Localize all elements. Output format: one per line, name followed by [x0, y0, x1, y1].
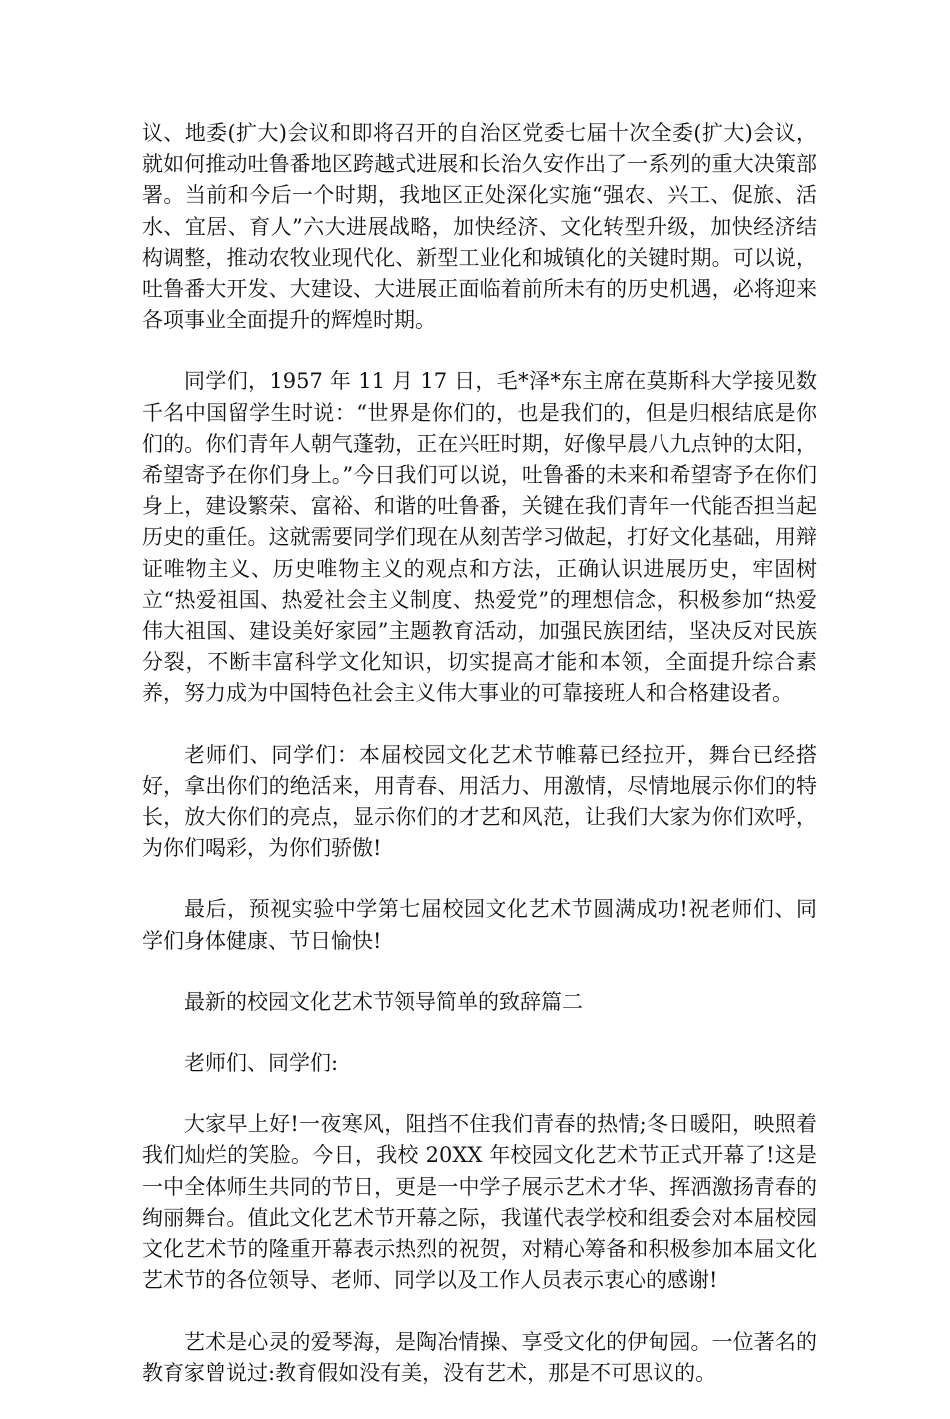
salutation: 老师们、同学们: — [184, 1051, 339, 1076]
paragraph-mao-quote: 同学们，1957 年 11 月 17 日，毛*泽*东主席在莫斯科大学接见数千名中国留学生时说：“世界是你们的，也是我们的，但是归根结底是你们的。你们青年人朝气蓬勃，正在兴旺时期，好像早晨八九点钟的太阳，希望寄予在你们身上。”今日我们可以说，吐鲁番的未来和希望寄予在你们身上，建设繁荣、富裕、和谐的吐鲁番，关键在我们青年一代能否担当起历史的重任。这就需要同学们现在从刻苦学习做起，打好文化基础，用辩证唯物主义、历史唯物主义的观点和方法，正确认识进展历史，牢固树立“热爱祖国、热爱社会主义制度、热爱党”的理想信念，积极参加“热爱伟大祖国、建设美好家园”主题教育活动，加强民族团结，坚决反对民族分裂，不断丰富科学文化知识，切实提高才能和本领，全面提升综合素养，努力成为中国特色社会主义伟大事业的可靠接班人和合格建设者。 — [142, 369, 817, 706]
section-heading: 最新的校园文化艺术节领导简单的致辞篇二 — [184, 989, 583, 1014]
paragraph-closing-wishes: 最后，预视实验中学第七届校园文化艺术节圆满成功!祝老师们、同学们身体健康、节日愉快! — [142, 897, 817, 953]
paragraph-continued: 议、地委(扩大)会议和即将召开的自治区党委七届十次全委(扩大)会议，就如何推动吐鲁番地区跨越式进展和长治久安作出了一系列的重大决策部署。当前和今后一个时期，我地区正处深化实施“强农、兴工、促旅、活水、宜居、育人”六大进展战略，加快经济、文化转型升级，加快经济结构调整，推动农牧业现代化、新型工业化和城镇化的关键时期。可以说，吐鲁番大开发、大建设、大进展正面临着前所未有的历史机遇，必将迎来各项事业全面提升的辉煌时期。 — [142, 121, 817, 333]
paragraph-art: 艺术是心灵的爱琴海，是陶冶情操、享受文化的伊甸园。一位著名的教育家曾说过:教育假如没有美，没有艺术，那是不可思议的。 — [142, 1329, 817, 1385]
paragraph-festival-opening: 老师们、同学们：本届校园文化艺术节帷幕已经拉开，舞台已经搭好，拿出你们的绝活来，用青春、用活力、用激情，尽情地展示你们的特长，放大你们的亮点，显示你们的才艺和风范，让我们大家为你们欢呼，为你们喝彩，为你们骄傲! — [142, 742, 817, 861]
document-body — [142, 118, 817, 1419]
paragraph-greeting: 大家早上好!一夜寒风，阻挡不住我们青春的热情;冬日暖阳，映照着我们灿烂的笑脸。今日，我校 20XX 年校园文化艺术节正式开幕了!这是一中全体师生共同的节日，更是一中学子展示艺术才华、挥洒激扬青春的绚丽舞台。值此文化艺术节开幕之际，我谨代表学校和组委会对本届校园文化艺术节的隆重开幕表示热烈的祝贺，对精心筹备和积极参加本届文化艺术节的各位领导、老师、同学以及工作人员表示衷心的感谢! — [142, 1112, 817, 1293]
